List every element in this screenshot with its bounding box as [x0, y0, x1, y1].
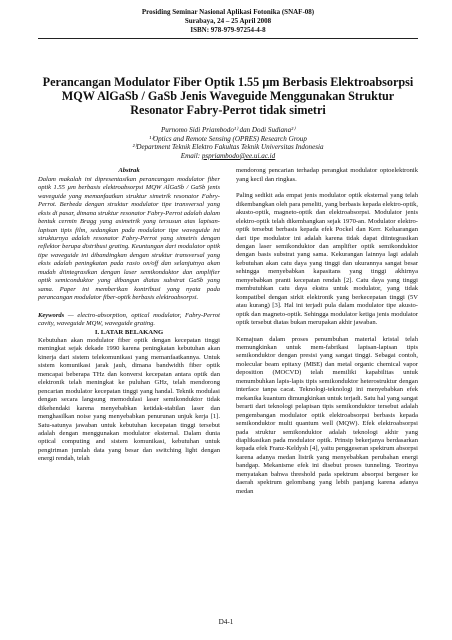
section-1-paragraph-4: Kemajuan dalam proses penumbuhan material kristal telah memungkinkan untuk mem-fabrikasi lapisan-lapisan tipis semikonduktor dengan presisi yang sangat tinggi. Sebagai contoh, molecular beam epitaxy (MBE) dan metal organic chemical vapor deposition (MOCVD) telah memiliki kapabilitas untuk menumbuhkan lapis-lapis tipis semikonduktor heterostruktur dengan interface tanpa cacat. Teknologi-teknologi ini menyebabkan efek mekanika kuantum dimungkinkan untuk terjadi. Satu hal yang sangat berarti dari teknologi pelapisan tipis semikonduktor tersebut adalah pengembangan modulator optik elektroabsorpsi berbasis kepada semikonduktor multi quantum well (MQW). Efek elektroabsorpsi pada struktur semikonduktor adalah teknologi akhir yang diaplikasikan pada modulator optik. Prinsip bekerjanya berdasarkan kepada efek Franz-Keldysh [4], yaitu penggeseran spektrum absorpsi karena adanya medan listrik yang menyebabkan perubahan energi bandgap. Mekanisme efek ini disebut proses tunneling. Teorinya menyatakan bahwa threshold pada spektrum absorpsi bergeser ke daerah spektrum gelombang yang lebih panjang karena adanya medan [236, 335, 418, 495]
title-line-2: MQW AlGaSb / GaSb Jenis Waveguide Menggunakan Struktur [61, 89, 395, 103]
right-column [236, 167, 418, 496]
abstract-body: Dalam makalah ini dipresentasikan perancangan modulator fiber optik 1.55 µm berbasis elektroabsorpsi MQW AlGaSb / GaSb jenis waveguide yang memanfaatkan struktur simetrik resonator Fabry-Perrot. Berbeda dengan struktur modulator tipe transversal yang eksis di pasar, dimana struktur resonator Fabry-Perrot adalah dalam bentuk cermin Bragg yang asimetrik yang tersusun atas lapisan-lapisan tipis film, sedangkan pada modulator tipe waveguide ini strukturnya adalah resonator Fabry-Perrot yang simetris dengan reflektor berupa distribusi grating. Keuntungan dari modulator optik tipe waveguide ini dibandingkan dengan struktur transversal yang eksis adalah peningkatan pada rasio on/off dan selanjutnya akan mudah diintegrasikan dengan laser semikonduktor dan amplifier optik semiconduktor yang dibangun diatas substrat GaSb yang sama. Paper ini memberikan kontribusi yang nyata pada perancangan modulator fiber-optik berbasis elektroabsorpsi. [38, 175, 220, 302]
header-line-2: Surabaya, 24 – 25 April 2008 [184, 17, 272, 25]
affiliation-1: ¹⁾Optics and Remote Sensing (OPRES) Research Group [149, 134, 307, 143]
section-1-paragraph-1: Kebutuhan akan modulator fiber optik dengan kecepatan tinggi meningkat sejak dekade 1990 karena peningkatan kebutuhan akan kinerja dari sistem telekomunikasi yang memanfaatkannya. Untuk sistem komunikasi jarak jauh, dimana bandwidth fiber optik mencapai beberapa THz dan konversi kecepatan antara optik dan elektronik telah meningkat ke puluhan GHz, telah mendorong pencarian modulator kecepatan tinggi yang handal. Teknik modulasi dengan secara langsung memodulasi laser semikonduktor tidak dikehendaki karena menyebabkan ketidak-stabilan laser dan menghasilkan noise yang menyebabkan penurunan unjuk kerja [1]. Satu-satunya jawaban untuk kebutuhan kecepatan tinggi tersebut adalah dengan menggunakan modulator eksternal. Dalam dunia optical computing and sistem komunikasi, kebutuhan untuk pengiriman jumlah data yang besar dan switching light dengan energi rendah, telah [38, 336, 220, 463]
section-1-heading: I. LATAR BELAKANG [94, 328, 164, 336]
title-line-1: Perancangan Modulator Fiber Optik 1.55 µm Berbasis Elektroabsorpsi [42, 75, 414, 89]
affiliation-2: ²⁾Department Teknik Elektro Fakultas Teknik Universitas Indonesia [132, 143, 324, 152]
header-line-3: ISBN: 978-979-97254-4-8 [190, 26, 266, 34]
keywords [38, 312, 220, 329]
author-block [38, 126, 418, 160]
email-label: Email: [180, 151, 202, 160]
header-divider [38, 38, 418, 39]
email-line [38, 152, 418, 161]
proceedings-header [38, 8, 418, 35]
section-1-paragraph-3: Paling sedikit ada empat jenis modulator optik eksternal yang telah dikembangkan oleh para peneliti, yang berbasis kepada elektro-optik, akusto-optik, magneto-optik dan elektroabsorpsi. Modulator jenis elektro-optik telah dikembangkan sejak 1970-an. Modulator elektro-optik tersebut berbasis kepada efek Pockel dan Kerr. Keluarangan dari tipe modulator ini adalah karena tidak dapat diintegrasikan dengan laser semikonduktor dan amplifier optik semikonduktor dengan basis substrat yang sama. Kekurangan lainnya lagi adalah kebutuhan akan catu daya yang tinggi dan ukurannya sangat besar sehingga menyebabkan kapasitans yang tinggi akhirnya menyebabkan pranti kecepatan rendah [2]. Catu daya yang tinggi membutuhkan catu daya ekstra untuk modulator, yang tidak kompatibel dengan sirkit elektronik yang berkecepatan tinggi (5V atau kurang) [3]. Hal ini terjadi pula dalam modulator tipe akusto-optik dan magneto-optik. Sehingga modulator ketiga jenis modulator optik tersebut diatas bukan merupakan akhir jawaban. [236, 192, 418, 327]
left-column [38, 167, 220, 496]
body-columns [38, 167, 418, 496]
page-number: D4-1 [218, 618, 234, 626]
abstract-heading: Abstrak [118, 167, 140, 175]
section-1-paragraph-2: mendorong pencarian terhadap perangkat modulator optoelektronik yang kecil dan ringkas. [236, 167, 418, 183]
author-names: Purnomo Sidi Priambodo¹⁾ dan Dodi Sudiana²⁾ [160, 126, 296, 134]
keywords-label: Keywords [38, 311, 65, 319]
title-line-3: Resonator Fabry-Perrot tidak simetri [130, 103, 326, 117]
email-link[interactable]: pspriambodo@ee.ui.ac.id [201, 151, 276, 160]
keywords-text: — electro-absorption, optical modulator, Fabry-Perrot cavity, waveguide MQW, waveguide grating. [38, 311, 220, 328]
paper-title [38, 75, 418, 117]
header-line-1: Prosiding Seminar Nasional Aplikasi Fotonika (SNAF-08) [141, 8, 315, 16]
